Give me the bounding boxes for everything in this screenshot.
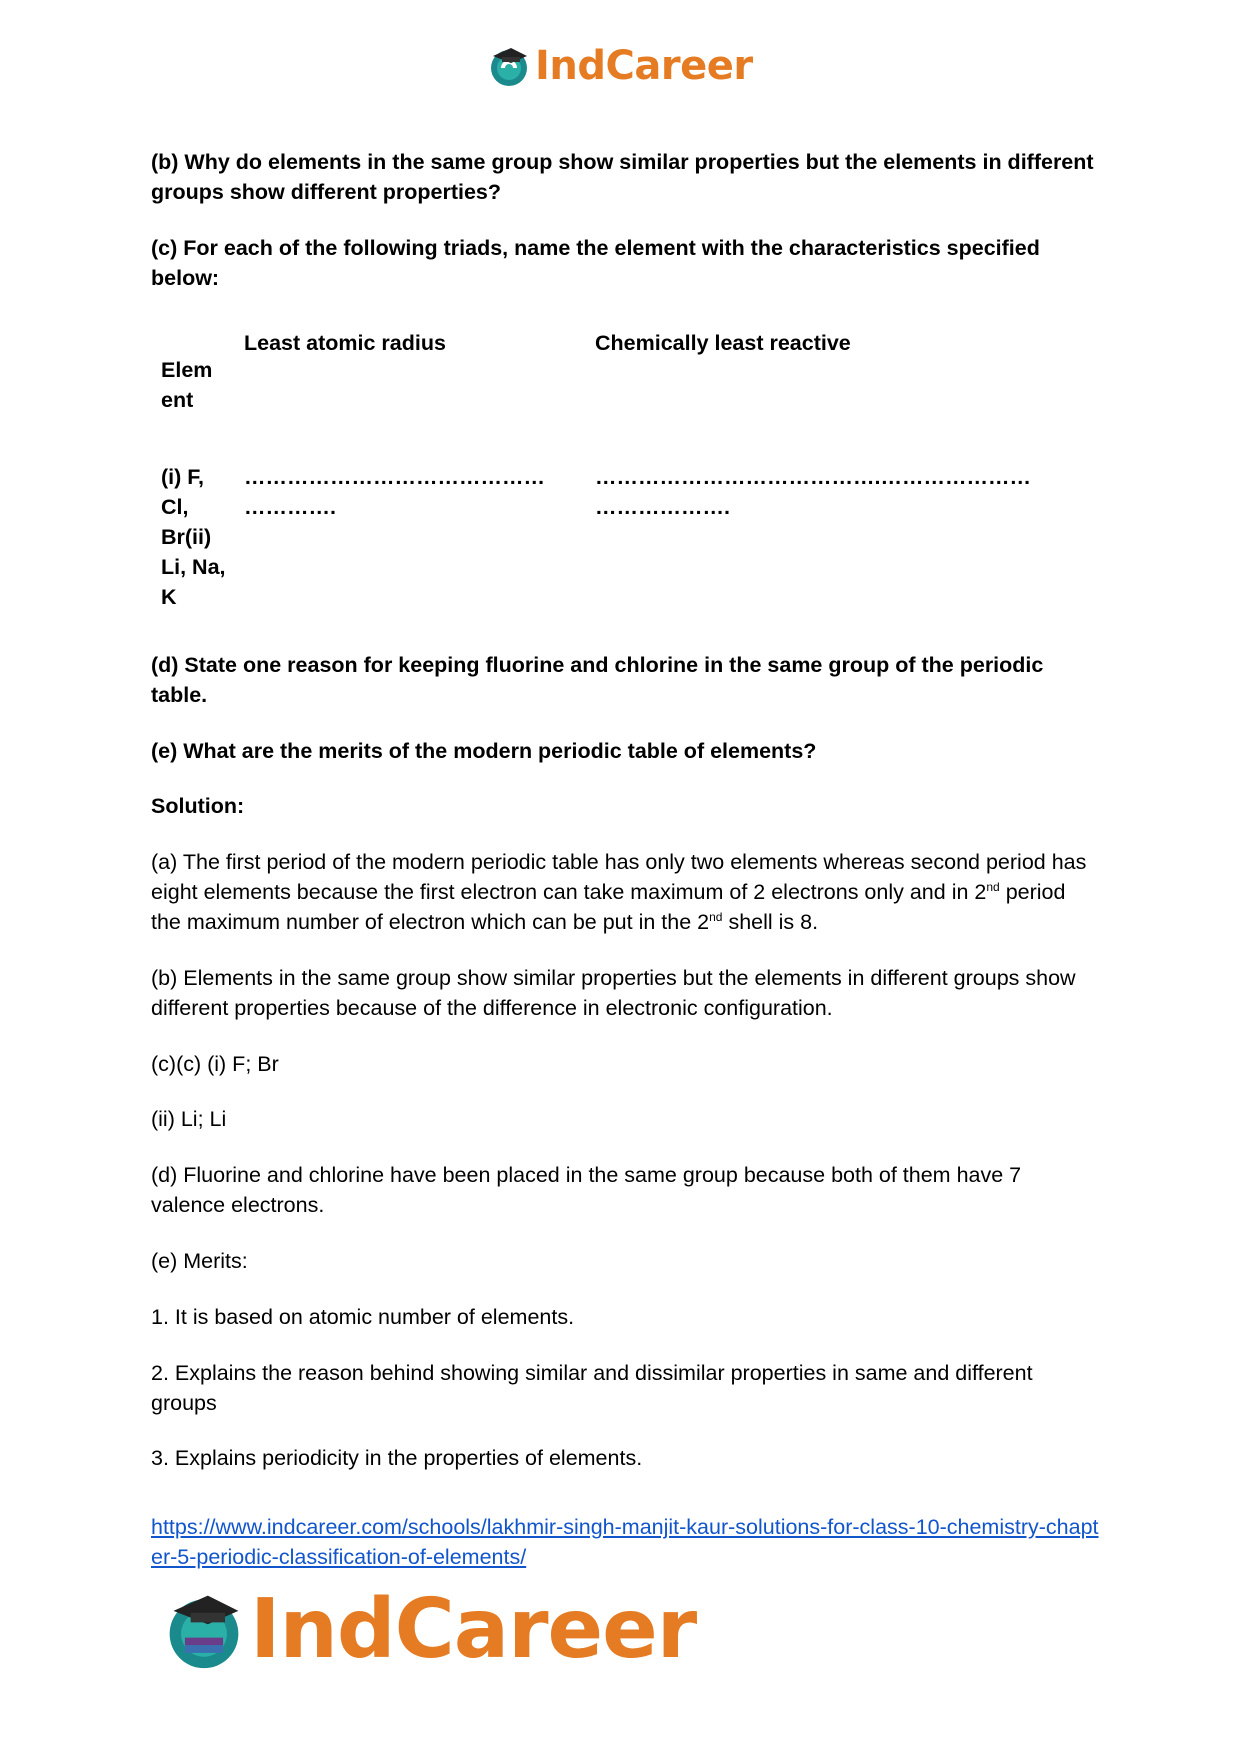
table-header-reactive: Chemically least reactive — [595, 331, 851, 355]
question-c: (c) For each of the following triads, name the element with the characteristics specified below: — [151, 236, 1040, 290]
brand-name: IndCareer — [535, 43, 753, 89]
header-logo — [487, 42, 753, 90]
source-link[interactable]: https://www.indcareer.com/schools/lakhmir-singh-manjit-kaur-solutions-for-class-10-chemistry-chapter-5-periodic-classification-of-elements/ — [151, 1515, 1099, 1569]
blank-line: …………………………………… — [244, 465, 545, 489]
table-header-radius: Least atomic radius — [244, 331, 446, 355]
graduation-globe-icon — [162, 1588, 246, 1672]
table-cell-elements: (i) F, Cl, Br(ii) Li, Na, K — [161, 465, 226, 609]
solution-a-text: shell is 8. — [722, 910, 819, 934]
table-cell-radius-blank — [244, 462, 545, 522]
solution-b: (b) Elements in the same group show similar properties but the elements in different groups show different properties because of the difference in electronic configuration. — [151, 966, 1076, 1020]
brand-name: IndCareer — [250, 1582, 697, 1677]
solution-a-text: period the maximum number of electron which can be put in the 2 — [151, 880, 1066, 934]
merit-item: 3. Explains periodicity in the properties of elements. — [151, 1446, 643, 1470]
blank-line: ………………. — [595, 495, 730, 519]
table-cell-reactive-blank — [595, 462, 1031, 522]
question-d: (d) State one reason for keeping fluorine and chlorine in the same group of the periodic table. — [151, 653, 1044, 707]
solution-c1: (c)(c) (i) F; Br — [151, 1052, 279, 1076]
blank-line: …………. — [244, 495, 336, 519]
solution-e-heading: (e) Merits: — [151, 1249, 248, 1273]
solution-d: (d) Fluorine and chlorine have been placed in the same group because both of them have 7 valence electrons. — [151, 1163, 1022, 1217]
question-b: (b) Why do elements in the same group show similar properties but the elements in different groups show different properties? — [151, 150, 1094, 204]
solution-a-text: (a) The first period of the modern periodic table has only two elements whereas second period has eight elements because the first electron can take maximum of 2 electrons only and in 2 — [151, 850, 1087, 904]
question-e: (e) What are the merits of the modern periodic table of elements? — [151, 739, 817, 763]
solution-c2: (ii) Li; Li — [151, 1107, 227, 1131]
footer-logo — [162, 1582, 697, 1677]
merit-item: 1. It is based on atomic number of elements. — [151, 1305, 575, 1329]
solution-heading: Solution: — [151, 794, 245, 818]
superscript: nd — [986, 879, 1000, 894]
superscript: nd — [709, 909, 723, 924]
merit-item: 2. Explains the reason behind showing similar and dissimilar properties in same and different groups — [151, 1361, 1033, 1415]
table-header-element: Elem ent — [161, 358, 213, 412]
solution-a — [151, 847, 1101, 937]
graduation-globe-icon — [487, 44, 531, 88]
blank-line: ………………………………….………………… — [595, 465, 1031, 489]
